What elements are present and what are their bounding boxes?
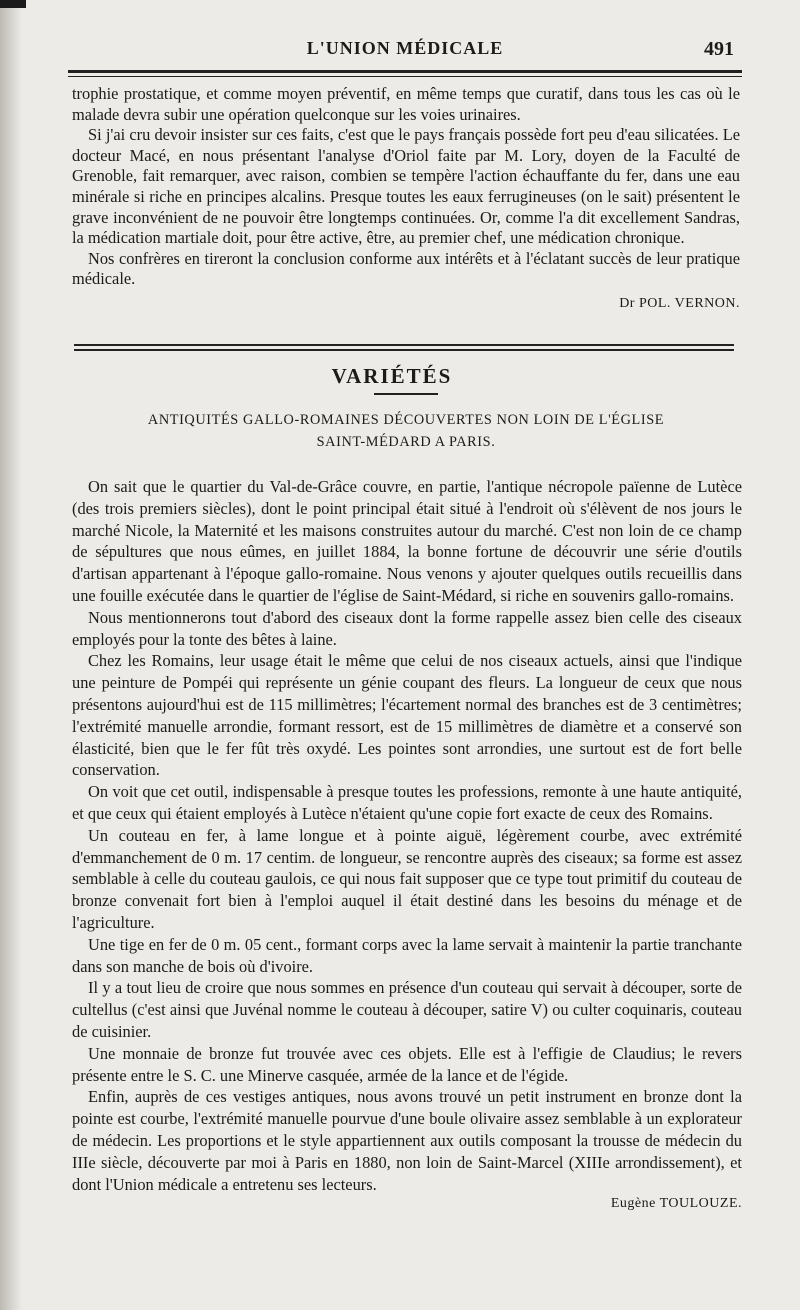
- section-double-rule-top: [74, 344, 734, 346]
- main-article: [72, 476, 742, 1215]
- varietes-section: [72, 364, 740, 453]
- article-paragraph-2: Nous mentionnerons tout d'abord des ciseaux dont la forme rappelle assez bien celle des ciseaux employés pour la tonte des bêtes à laine.: [72, 607, 742, 649]
- section-title-rule: [374, 393, 438, 395]
- article-title-line-1: ANTIQUITÉS GALLO-ROMAINES DÉCOUVERTES NON LOIN DE L'ÉGLISE: [147, 412, 665, 428]
- section-double-rule-bottom: [74, 349, 734, 351]
- article-title-line-2: SAINT-MÉDARD A PARIS.: [316, 434, 496, 450]
- top-paragraph-1: trophie prostatique, et comme moyen préventif, en même temps que curatif, dans tous les cas où le malade devra subir une opération quelconque sur les voies urinaires.: [72, 84, 740, 124]
- top-paragraph-3: Nos confrères en tireront la conclusion conforme aux intérêts et à l'éclatant succès de leur pratique médicale.: [72, 248, 740, 289]
- article-title: [72, 409, 740, 453]
- article-paragraph-4: On voit que cet outil, indispensable à presque toutes les professions, remonte à une haute antiquité, et que ceux qui étaient employés à Lutèce n'étaient qu'une copie fort exacte de ceux des Romains.: [72, 782, 742, 823]
- scan-corner-mark: [0, 0, 26, 8]
- article-signature: Eugène TOULOUZE.: [610, 1196, 742, 1212]
- article-paragraph-1: On sait que le quartier du Val-de-Grâce couvre, en partie, l'antique nécropole païenne de Lutèce (des trois premiers siècles), dont le point principal était situé à l'endroit où s'élèvent de nos jours le marché Nicole, la Maternité et les maisons construites autour du marché. C'est non loin de ce champ de sépultures que nous eûmes, en juillet 1884, la bonne fortune de découvrir une série d'outils d'artisan appartenant à l'époque gallo-romaine. Nous venons y ajouter quelques outils recueillis dans une fouille exécutée dans le quartier de l'église de Saint-Médard, si riche en souvenirs gallo-romains.: [72, 477, 742, 605]
- article-paragraph-6: Une tige en fer de 0 m. 05 cent., formant corps avec la lame servait à maintenir la partie tranchante dans son manche de bois où d'ivoire.: [72, 934, 742, 976]
- top-article: [72, 84, 740, 315]
- article-paragraph-9: Enfin, auprès de ces vestiges antiques, nous avons trouvé un petit instrument en bronze dont la pointe est courbe, l'extrémité manuelle pourvue d'une boule olivaire assez semblable à un explorateur de médecin. Les proportions et le style appartiennent aux outils composant la trousse de médecin du IIIe siècle, découverte par moi à Paris en 1880, non loin de Saint-Marcel (XIIIe arrondissement), et dont l'Union médicale a entretenu ses lecteurs.: [72, 1087, 742, 1194]
- top-signature: Dr POL. VERNON.: [619, 295, 740, 311]
- page-number: 491: [704, 38, 734, 60]
- running-title: L'UNION MÉDICALE: [306, 38, 504, 58]
- article-paragraph-3: Chez les Romains, leur usage était le même que celui de nos ciseaux actuels, ainsi que l'indique une peinture de Pompéi qui représente un génie coupant des fleurs. La longueur de ceux que nous présentons aujourd'hui est de 115 millimètres; l'écartement normal des branches est de 3 centimètres; l'extrémité manuelle arrondie, formant ressort, est de 15 millimètres de diamètre et a conservé son élasticité, bien que le fer fût très oxydé. Les pointes sont arrondies, une surtout est de fort belle conservation.: [72, 651, 742, 780]
- article-paragraph-5: Un couteau en fer, à lame longue et à pointe aiguë, légèrement courbe, avec extrémité d'emmanchement de 0 m. 17 centim. de longueur, se rencontre auprès des ciseaux; sa forme est assez semblable à celle du couteau gaulois, ce qui nous fait supposer que ce type tout primitif du couteau de bronze convenait fort bien à l'emploi auquel il était destiné dans les besoins du ménage et de l'agriculture.: [72, 825, 742, 932]
- header-rule: [68, 70, 742, 73]
- section-title: VARIÉTÉS: [331, 364, 453, 388]
- article-paragraph-8: Une monnaie de bronze fut trouvée avec ces objets. Elle est à l'effigie de Claudius; le revers présente entre le S. C. une Minerve casquée, armée de la lance et de l'égide.: [72, 1043, 742, 1085]
- article-paragraph-7: Il y a tout lieu de croire que nous sommes en présence d'un couteau qui servait à découper, sorte de cultellus (c'est ainsi que Juvénal nomme le couteau à découper, satire V) ou culter coquinaris, couteau de cuisinier.: [72, 978, 742, 1041]
- page-header: [70, 32, 740, 66]
- binding-shadow: [0, 0, 22, 1310]
- header-rule-thin: [68, 76, 742, 77]
- top-paragraph-2: Si j'ai cru devoir insister sur ces faits, c'est que le pays français possède fort peu d'eau silicatées. Le docteur Macé, en nous présentant l'analyse d'Oriol faite par M. Lory, doyen de la Faculté de Grenoble, fait remarquer, avec raison, combien se tempère l'action échauffante du fer, dans une eau minérale si riche en principes alcalins. Presque toutes les eaux ferrugineuses (on le sait) présentent le grave inconvénient de ne pouvoir être longtemps continuées. Or, comme l'a dit excellement Sandras, la médication martiale doit, pour être active, être, au premier chef, une médication chronique.: [72, 125, 740, 248]
